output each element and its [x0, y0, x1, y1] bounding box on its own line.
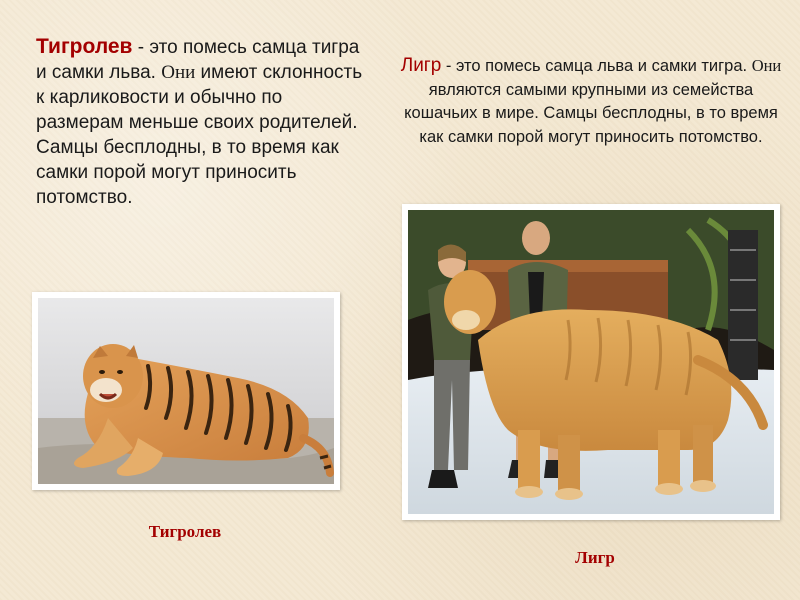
tigon-text-serif-word: Они [161, 62, 196, 83]
tigon-caption: Тигролев [148, 522, 222, 541]
liger-photo-frame [402, 204, 780, 520]
tigon-term: Тигролев [36, 35, 133, 58]
tigon-photo [38, 298, 334, 484]
liger-photo [408, 210, 774, 514]
tigon-photo-frame [32, 292, 340, 490]
tigon-text-part1: - это помесь самца тигра и самки льва. [36, 37, 360, 83]
liger-description [398, 54, 784, 149]
liger-caption: Лигр [575, 548, 615, 567]
liger-term: Лигр [400, 55, 442, 76]
liger-text-part2: являются самыми крупными из семейства кошачьих в мире. Самцы бесплодны, в то время как самки порой могут приносить потомство. [404, 80, 778, 146]
tigon-text-part2: имеют склонность к карликовости и обычно по размерам меньше своих родителей. Самцы бесплодны, в то время как самки порой могут приносить потомство. [36, 62, 363, 208]
liger-text-part1: - это помесь самца льва и самки тигра. [441, 57, 752, 75]
tigon-description [36, 34, 366, 210]
liger-text-serif-word: Они [751, 56, 782, 75]
